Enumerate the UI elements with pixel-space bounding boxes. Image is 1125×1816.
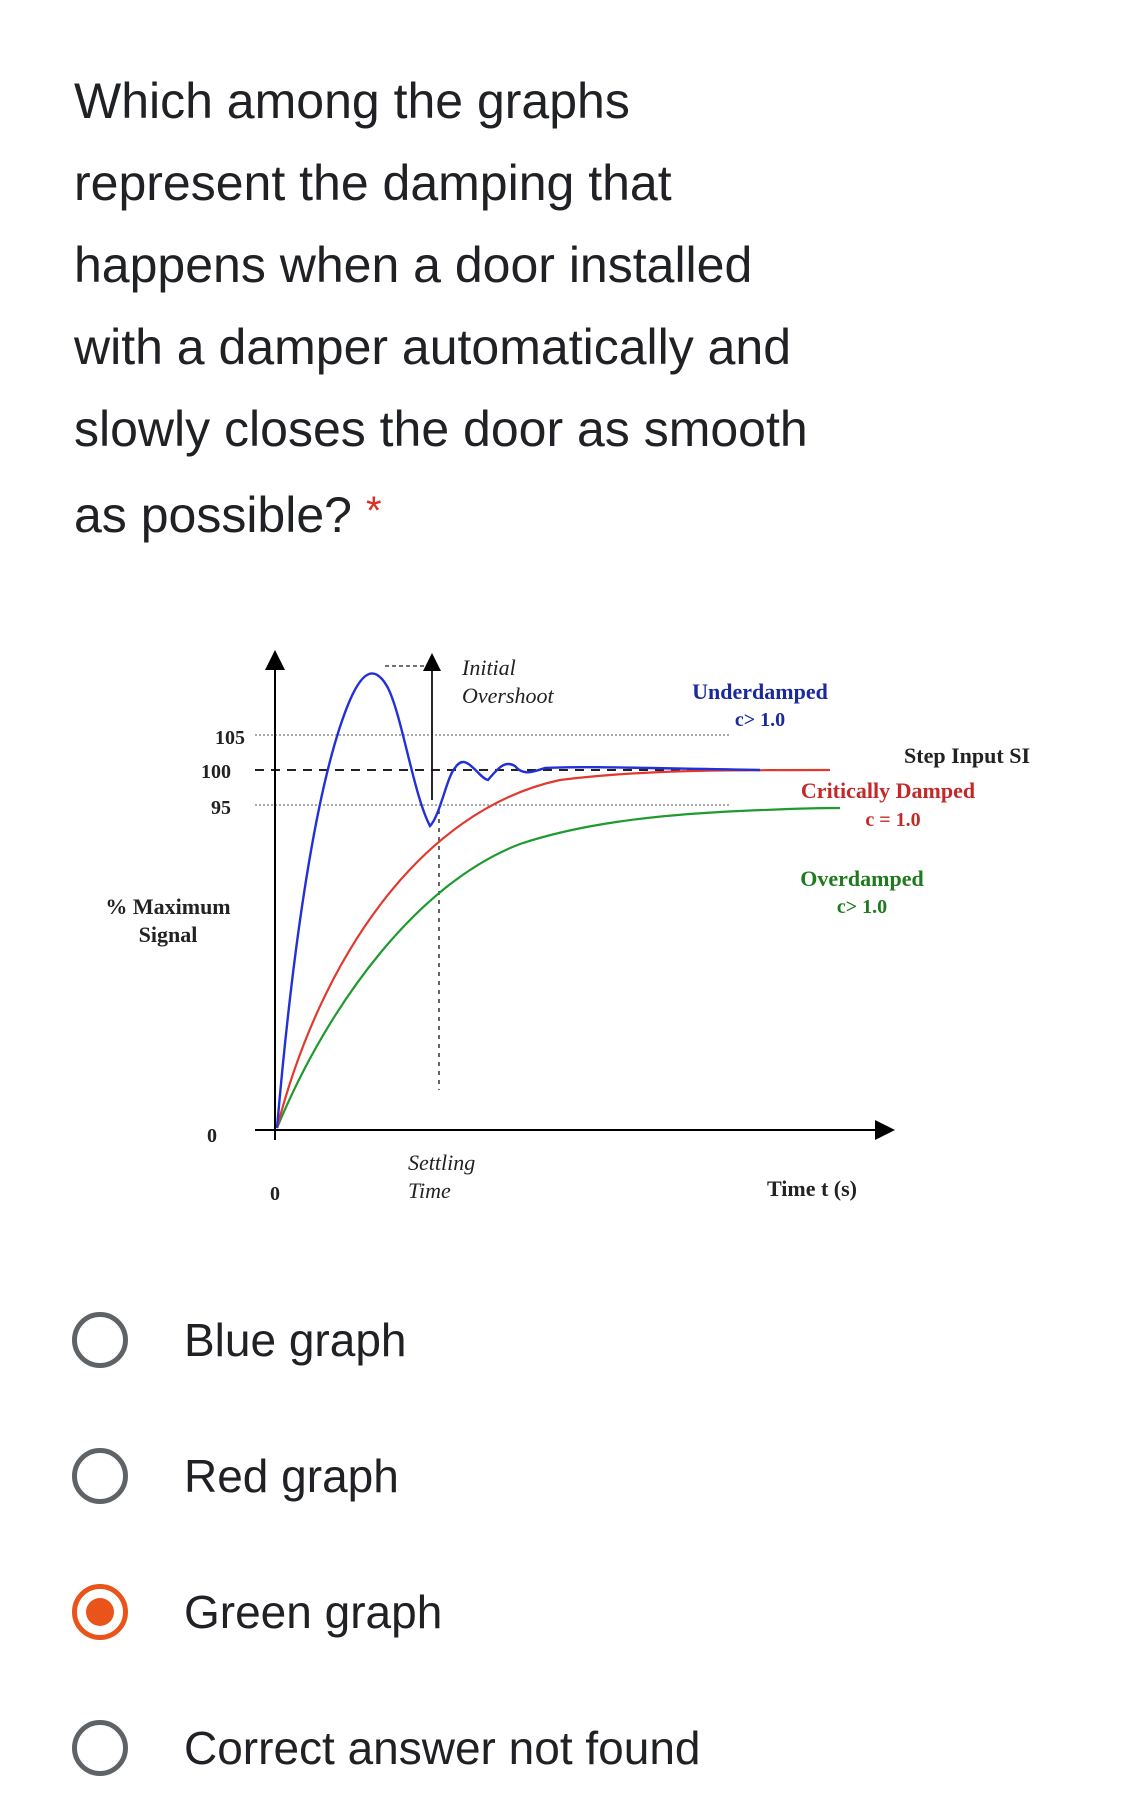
question-line: with a damper automatically and bbox=[74, 319, 792, 375]
overdamped-curve bbox=[277, 808, 840, 1128]
x-tick-label: 0 bbox=[270, 1183, 280, 1205]
initial-overshoot-label: Overshoot bbox=[462, 683, 554, 708]
damping-response-graph bbox=[0, 620, 1125, 1240]
required-asterisk: * bbox=[365, 489, 382, 533]
damping-response-figure bbox=[0, 620, 1125, 1240]
option-correct-answer-not-found[interactable] bbox=[72, 1703, 972, 1793]
underdamped-coefficient: c> 1.0 bbox=[734, 709, 786, 731]
question-line: Which among the graphs bbox=[74, 73, 630, 129]
option-label: Correct answer not found bbox=[184, 1722, 701, 1774]
option-red-graph[interactable] bbox=[72, 1431, 972, 1521]
critically-damped-curve bbox=[277, 770, 830, 1128]
y-tick-label: 100 bbox=[201, 761, 231, 783]
question-line-last bbox=[74, 470, 974, 556]
step-input-label: Step Input SI bbox=[904, 743, 1030, 768]
y-tick-label: 0 bbox=[207, 1125, 217, 1147]
y-axis-label: % Maximum bbox=[105, 894, 231, 919]
critically-damped-coefficient: c = 1.0 bbox=[865, 809, 921, 831]
y-tick-label: 105 bbox=[215, 727, 245, 749]
overdamped-coefficient: c> 1.0 bbox=[836, 896, 888, 918]
option-label: Green graph bbox=[184, 1586, 443, 1638]
initial-overshoot-label: Initial bbox=[462, 655, 516, 680]
underdamped-curve bbox=[277, 673, 760, 1128]
question-line: happens when a door installed bbox=[74, 237, 753, 293]
question-line: represent the damping that bbox=[74, 155, 672, 211]
settling-time-label: Time bbox=[408, 1178, 451, 1203]
overdamped-label: Overdamped bbox=[800, 866, 924, 891]
radio-button-icon[interactable] bbox=[72, 1448, 128, 1504]
question-line: as possible? bbox=[74, 487, 352, 543]
question-text bbox=[74, 60, 974, 556]
x-axis-label: Time t (s) bbox=[766, 1176, 858, 1201]
option-blue-graph[interactable] bbox=[72, 1295, 972, 1385]
radio-button-icon[interactable] bbox=[72, 1312, 128, 1368]
radio-button-selected-icon[interactable] bbox=[72, 1584, 128, 1640]
radio-button-icon[interactable] bbox=[72, 1720, 128, 1776]
underdamped-label: Underdamped bbox=[692, 679, 828, 704]
option-label: Blue graph bbox=[184, 1314, 407, 1366]
y-axis-label: Signal bbox=[138, 922, 198, 947]
option-green-graph[interactable] bbox=[72, 1567, 972, 1657]
question-line: slowly closes the door as smooth bbox=[74, 401, 808, 457]
y-tick-label: 95 bbox=[211, 797, 231, 819]
settling-time-label: Settling bbox=[408, 1150, 476, 1175]
option-label: Red graph bbox=[184, 1450, 399, 1502]
critically-damped-label: Critically Damped bbox=[800, 778, 976, 803]
